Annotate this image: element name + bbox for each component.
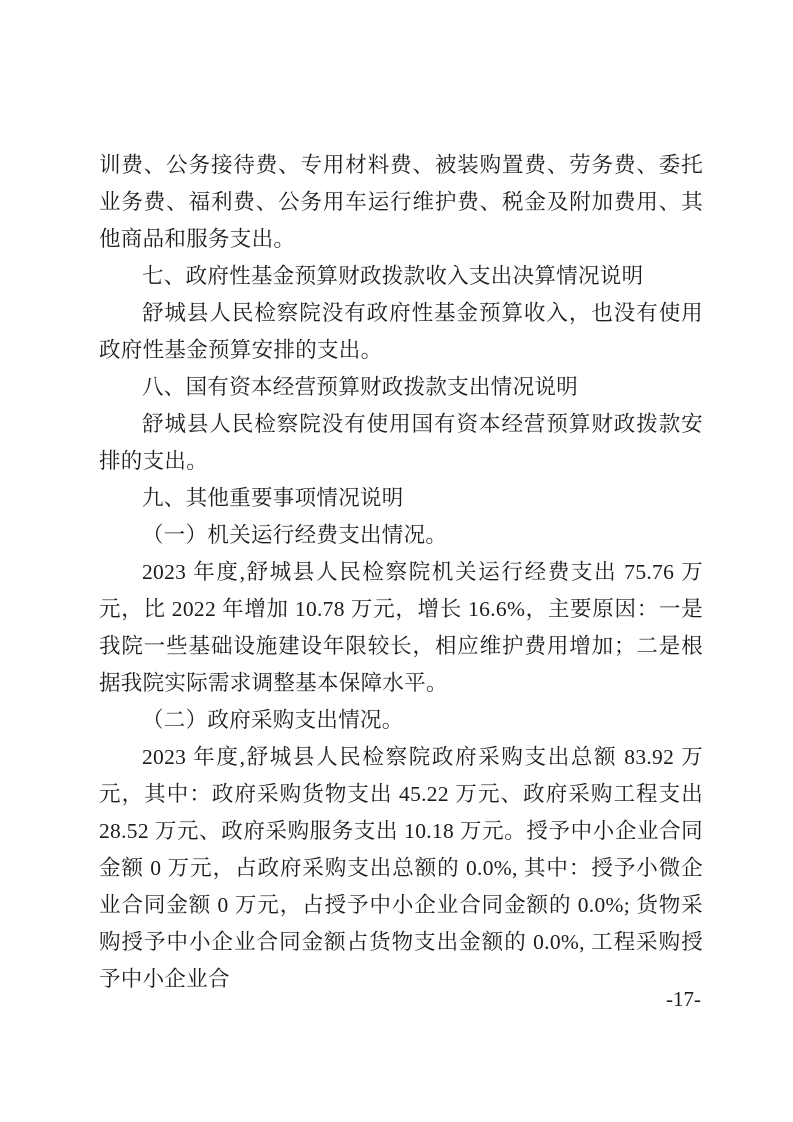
section-heading-9-other-important-matters: 九、其他重要事项情况说明 <box>142 486 404 510</box>
subsection-heading-1-operating-expense: （一）机关运行经费支出情况。 <box>142 523 448 547</box>
paragraph-expense-items-continuation: 训费、公务接待费、专用材料费、被装购置费、劳务费、委托业务费、福利费、公务用车运行维护费、税金及附加费用、其他商品和服务支出。 <box>99 153 703 251</box>
page-number: -17- <box>666 987 701 1011</box>
paragraph-government-fund-budget: 舒城县人民检察院没有政府性基金预算收入，也没有使用政府性基金预算安排的支出。 <box>99 301 703 362</box>
paragraph-government-procurement: 2023 年度,舒城县人民检察院政府采购支出总额 83.92 万元，其中：政府采购货物支出 45.22 万元、政府采购工程支出 28.52 万元、政府采购服务支出 10.18 万元。授予中小企业合同金额 0 万元，占政府采购支出总额的 0.0%, 其中：授予小微企业合同金额 0 万元，占授予中小企业合同金额的 0.0%; 货物采购授予中小企业合同金额占货物支出金额的 0.0%, 工程采购授予中小企业合 <box>99 745 703 991</box>
section-heading-8-state-capital-budget: 八、国有资本经营预算财政拨款支出情况说明 <box>142 375 579 399</box>
paragraph-state-capital-budget: 舒城县人民检察院没有使用国有资本经营预算财政拨款安排的支出。 <box>99 412 703 473</box>
section-heading-7-government-fund-budget: 七、政府性基金预算财政拨款收入支出决算情况说明 <box>142 264 644 288</box>
document-body <box>99 147 703 998</box>
subsection-heading-2-government-procurement: （二）政府采购支出情况。 <box>142 708 404 732</box>
paragraph-operating-expense: 2023 年度,舒城县人民检察院机关运行经费支出 75.76 万元，比 2022 年增加 10.78 万元，增长 16.6%，主要原因：一是我院一些基础设施建设年限较长，相应维护费用增加；二是根据我院实际需求调整基本保障水平。 <box>99 560 703 695</box>
